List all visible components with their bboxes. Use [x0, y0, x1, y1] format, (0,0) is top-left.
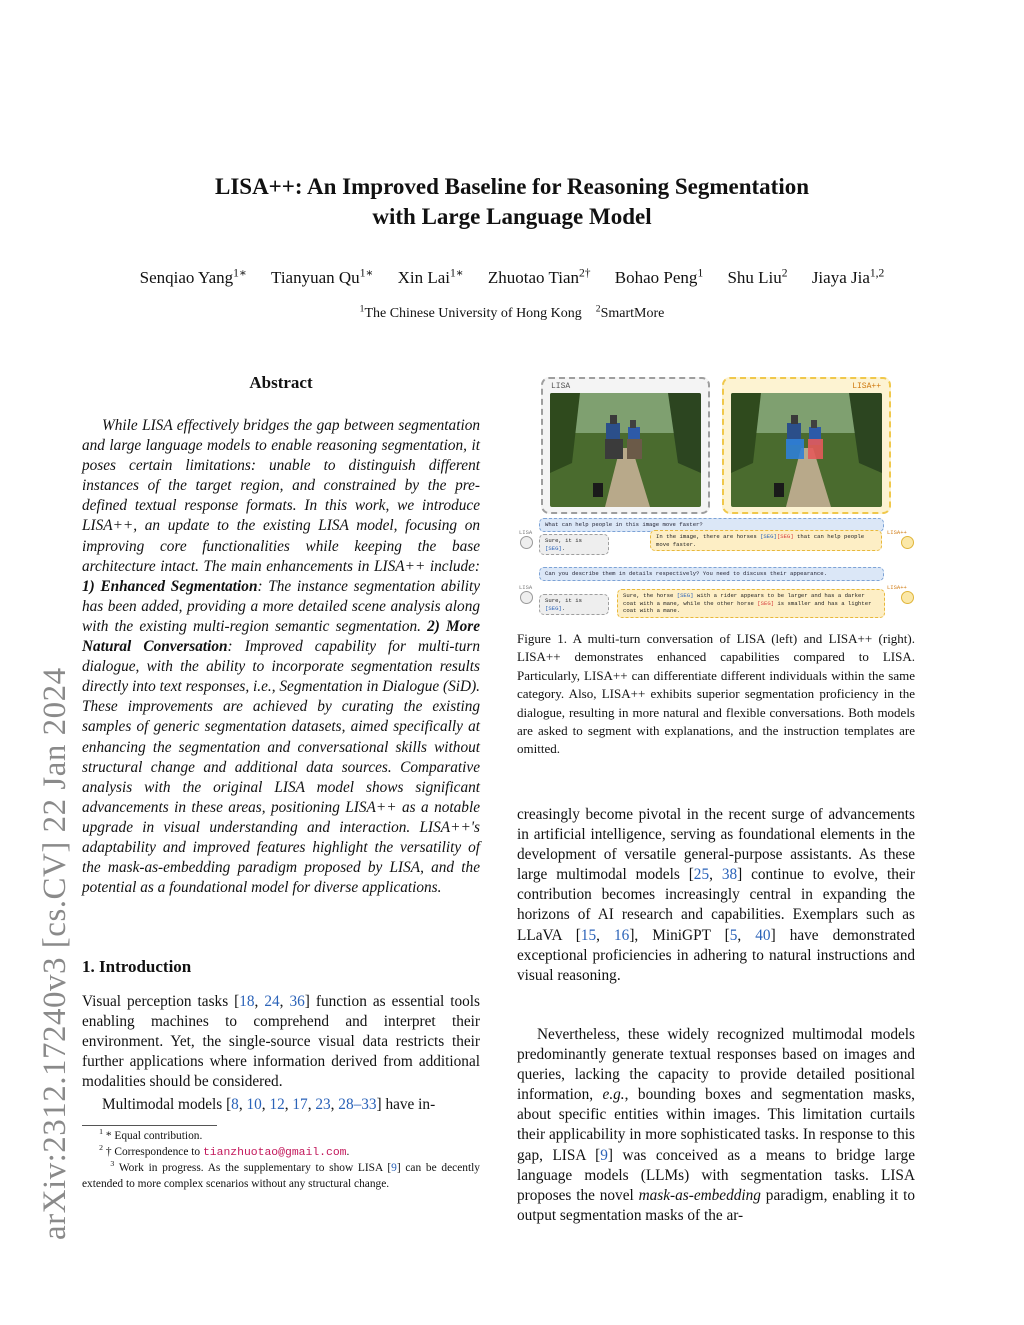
- lisa-answer-1: Sure, it is [SEG].: [539, 534, 609, 555]
- affiliations: $^1$The Chinese University of Hong Kong $^2$SmartMore: [359, 304, 665, 321]
- author: Senqiao Yang$^{1∗}$: [139, 266, 247, 287]
- footnote-rule: [82, 1125, 217, 1126]
- author: Jiaya Jia$^{1,2}$: [811, 266, 885, 287]
- title-line-2: with Large Language Model: [372, 204, 652, 229]
- citation-link[interactable]: 18: [239, 993, 255, 1010]
- lisapp-avatar-label: LISA++: [887, 584, 907, 591]
- author: Shu Liu$^2$: [727, 266, 788, 287]
- intro-paragraph-3: Nevertheless, these widely recognized multimodal models predominantly generate textual responses based on images and queries, lacking the capacity to provide detailed positional information, e.g., bounding boxes and segmentation masks, about specific entities within images. This limitation curtails their applicability in more sophisticated tasks. In response to this gap, LISA [9] was conceived as a means to bridge large language models (LLMs) with segmentation tasks. LISA proposes the novel mask-as-embedding paradigm, enabling it to output segmentation masks of the ar-: [517, 1026, 916, 1224]
- author: Tianyuan $Qu^{1∗}$: [271, 266, 374, 287]
- email-link[interactable]: tianzhuotao@gmail.com: [202, 1146, 347, 1159]
- author: Zhuotao Tian$^{2\dagger}$: [487, 266, 591, 287]
- citation-link[interactable]: 38: [721, 866, 738, 884]
- arxiv-identifier-stamp: arXiv:2312.17240v3 [cs.CV] 22 Jan 2024: [37, 667, 73, 1240]
- lisa-answer-2: Sure, it is [SEG].: [539, 594, 609, 615]
- lisa-avatar-icon: [520, 591, 533, 604]
- citation-link[interactable]: 28–33: [338, 1096, 377, 1113]
- lisapp-avatar-icon: [901, 536, 914, 549]
- horse-riders-photo-lisa: [550, 393, 701, 507]
- lisapp-avatar-label: LISA++: [887, 529, 907, 536]
- author: Xin Lai$^{1∗}$: [397, 266, 464, 287]
- lisapp-avatar-icon: [901, 591, 914, 604]
- intro-paragraph-2: Multimodal models [8, 10, 12, 17, 23, 28–33] have in-: [102, 1096, 436, 1113]
- citation-link[interactable]: 17: [292, 1096, 308, 1113]
- citation-link[interactable]: 40: [755, 926, 771, 944]
- figure-1-caption: Figure 1. A multi-turn conversation of LISA (left) and LISA++ (right). LISA++ demonstrates enhanced capabilities compared to LISA. Particularly, LISA++ can differentiate different individuals within the same category. Also, LISA++ exhibits superior segmentation proficiency in the dialogue, resulting in more natural and flexible conversations. Both models are asked to segment with explanations, and the instruction templates are omitted.: [517, 631, 915, 757]
- citation-link[interactable]: 23: [315, 1096, 331, 1113]
- citation-link[interactable]: 15: [580, 926, 597, 944]
- footnote-3: $^3$ Work in progress. As the supplementary to show LISA [9] can be decently extended to more complex scenarios without any structural change.: [82, 1159, 480, 1190]
- figure-1: [517, 371, 915, 621]
- lisapp-answer-1: In the image, there are horses [SEG][SEG] that can help people move faster.: [650, 530, 882, 551]
- horse-riders-photo-lisapp: [731, 393, 882, 507]
- footnotes: [82, 1129, 480, 1192]
- citation-link[interactable]: 9: [391, 1162, 397, 1174]
- citation-link[interactable]: 12: [269, 1096, 285, 1113]
- footnote-2: $^2$ † Correspondence to tianzhuotao@gmail.com.: [99, 1142, 350, 1159]
- lisa-avatar-label: LISA: [519, 584, 533, 591]
- citation-link[interactable]: 16: [614, 926, 630, 944]
- abstract-heading: Abstract: [249, 373, 313, 392]
- user-question-2: Can you describe them in details respectively? You need to discuss their appearance.: [539, 567, 884, 581]
- panel-label-lisa: LISA: [551, 382, 571, 391]
- author-list: [60, 268, 964, 288]
- panel-label-lisapp: LISA++: [852, 382, 881, 391]
- intro-paragraph-1: Visual perception tasks [18, 24, 36] function as essential tools enabling machines to comprehend and interpret their environment. Yet, the single-source visual data restricts their further applications where information derived from additional modalities should be considered.: [82, 993, 480, 1091]
- footnote-1: $^1$ * Equal contribution.: [99, 1127, 203, 1142]
- intro-paragraph-continued: creasingly become pivotal in the recent surge of advancements in artificial intelligence, serving as foundational elements in the development of versatile general-purpose assistants. As these large multimodal models [25, 38] continue to evolve, their contribution becomes increasingly central in expanding the horizons of AI research and capabilities. Exemplars such as LLaVA [15, 16], MiniGPT [5, 40] have demonstrated exceptional proficiencies in adhering to natural instructions and visual reasoning.: [517, 806, 915, 984]
- section-heading-introduction: 1. Introduction: [82, 957, 192, 976]
- citation-link[interactable]: 9: [600, 1146, 608, 1164]
- lisa-avatar-label: LISA: [519, 529, 533, 536]
- author: Bohao Peng$^1$: [614, 266, 704, 287]
- abstract-body: While LISA effectively bridges the gap between segmentation and large language models to enable reasoning segmentation, it poses certain limitations: unable to distinguish different instances of the target region, and constrained by the pre-defined textual response formats. In this work, we introduce LISA++, an update to the existing LISA model, focusing on improving core functionalities while keeping the base architecture intact. The main enhancements in LISA++ include: 1) Enhanced Segmentation: The instance segmentation ability has been added, providing a more detailed scene analysis along with the existing multi-region semantic segmentation. 2) More Natural Conversation: Improved capability for multi-turn dialogue, with the ability to incorporate segmentation results directly into text responses, i.e., Segmentation in Dialogue (SiD). These improvements are achieved by curating the existing samples of generic segmentation datasets, aimed specifically at enhancing the segmentation and conversational skills without structural change and additional data sources. Comparative analysis with the original LISA model shows significant advancements in these areas, positioning LISA++ as a notable upgrade in visual understanding and interaction. LISA++'s adaptability and improved features highlight the versatility of the mask-as-embedding paradigm proposed by LISA, and the potential as a foundational model for diverse applications.: [82, 417, 480, 897]
- user-question-1: What can help people in this image move faster?: [539, 518, 884, 532]
- citation-link[interactable]: 24: [264, 993, 280, 1010]
- lisa-image-panel: [541, 377, 710, 514]
- citation-link[interactable]: 25: [693, 866, 710, 884]
- title-line-1: LISA++: An Improved Baseline for Reasoning Segmentation: [214, 174, 810, 199]
- citation-link[interactable]: 10: [246, 1096, 262, 1113]
- lisapp-answer-2: Sure, the horse [SEG] with a rider appears to be larger and has a darker coat with a mane, while the other horse [SEG] is smaller and has a lighter coat with a mane.: [617, 589, 885, 618]
- citation-link[interactable]: 8: [231, 1096, 239, 1113]
- lisa-avatar-icon: [520, 536, 533, 549]
- paper-title: [130, 172, 894, 232]
- lisapp-image-panel: [722, 377, 891, 514]
- citation-link[interactable]: 5: [729, 926, 738, 944]
- citation-link[interactable]: 36: [289, 993, 305, 1010]
